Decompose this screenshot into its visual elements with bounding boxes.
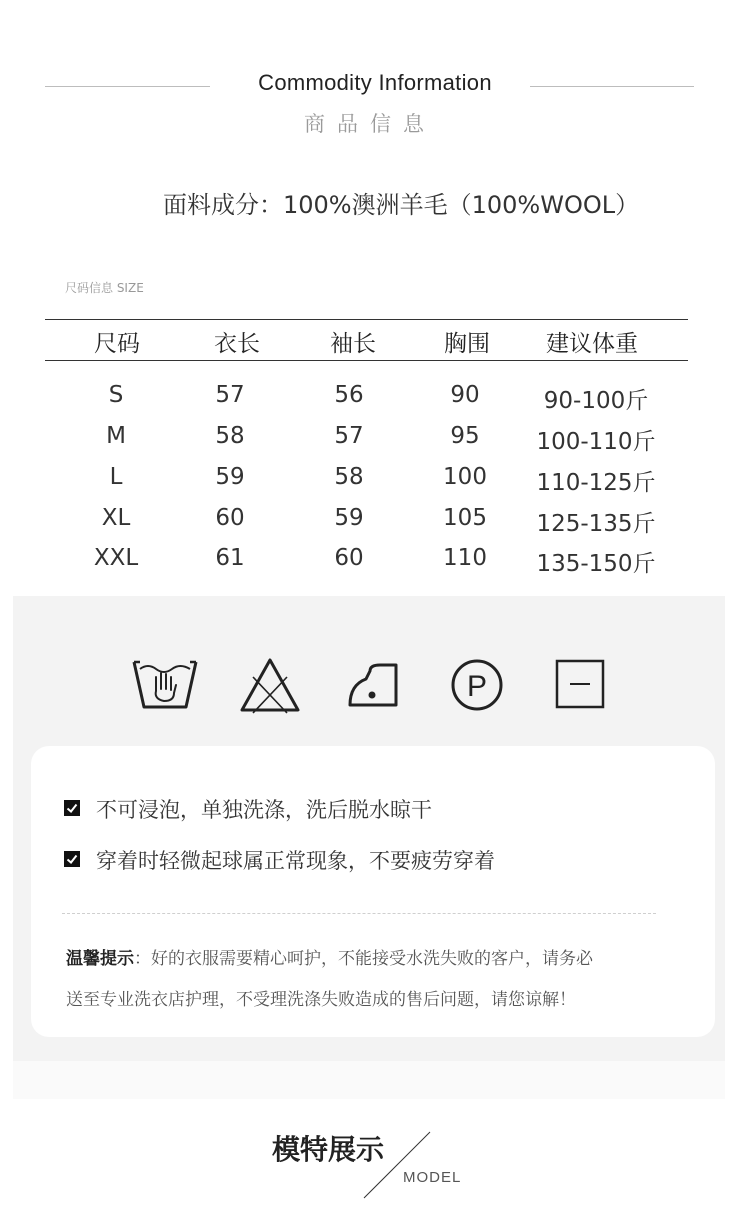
table-cell: 100	[443, 464, 487, 490]
table-cell: 110	[443, 545, 487, 571]
table-cell: 125-135斤	[536, 511, 656, 537]
do-not-bleach-icon	[235, 655, 305, 715]
slash-divider	[362, 1130, 434, 1200]
table-cell: 61	[215, 545, 245, 571]
fabric-composition: 面料成分：100%澳洲羊毛（100%WOOL）	[163, 191, 640, 219]
table-cell: 60	[334, 545, 364, 571]
table-cell: 95	[450, 423, 480, 449]
table-cell: S	[108, 382, 124, 408]
table-cell: 58	[215, 423, 245, 449]
table-cell: L	[109, 464, 123, 490]
section-subtitle: 商品信息	[304, 112, 436, 136]
table-cell: 59	[334, 505, 364, 531]
table-cell: 105	[443, 505, 487, 531]
care-note: 不可浸泡，单独洗涤，洗后脱水晾干	[96, 798, 432, 822]
table-cell: XL	[101, 505, 131, 531]
table-cell: 59	[215, 464, 245, 490]
column-header: 袖长	[330, 331, 376, 357]
checkbox-icon	[64, 800, 80, 816]
table-cell: 110-125斤	[536, 470, 656, 496]
table-cell: 56	[334, 382, 364, 408]
model-section-title: 模特展示	[272, 1133, 385, 1166]
table-top-rule	[45, 319, 688, 320]
model-section-subtitle: MODEL	[403, 1169, 462, 1186]
table-cell: 100-110斤	[536, 429, 656, 455]
iron-low-heat-icon	[340, 655, 410, 715]
column-header: 衣长	[214, 331, 260, 357]
column-header: 建议体重	[546, 331, 638, 357]
hand-wash-icon	[130, 655, 200, 715]
table-cell: 57	[215, 382, 245, 408]
table-cell: 90-100斤	[543, 388, 649, 414]
flat-dry-icon	[546, 655, 616, 715]
section-title: Commodity Information	[258, 70, 492, 95]
column-header: 胸围	[444, 331, 490, 357]
table-header-rule	[45, 360, 688, 361]
tip-label: 温馨提示	[66, 949, 134, 969]
dry-clean-p-letter: P	[466, 670, 488, 703]
checkbox-icon	[64, 851, 80, 867]
care-section-footer	[13, 1061, 725, 1099]
table-cell: M	[106, 423, 126, 449]
tip-line-2: 送至专业洗衣店护理，不受理洗涤失败造成的售后问题，请您谅解！	[66, 990, 576, 1010]
tip-line-1	[66, 944, 666, 969]
table-cell: XXL	[93, 545, 139, 571]
dry-clean-p-icon	[442, 655, 512, 715]
column-header: 尺码	[94, 331, 140, 357]
table-cell: 58	[334, 464, 364, 490]
care-note: 穿着时轻微起球属正常现象，不要疲劳穿着	[96, 849, 495, 873]
tip-text-1: ：好的衣服需要精心呵护，不能接受水洗失败的客户，请务必	[134, 949, 593, 969]
table-cell: 57	[334, 423, 364, 449]
divider	[62, 913, 656, 914]
table-cell: 60	[215, 505, 245, 531]
size-section-label: 尺码信息 SIZE	[65, 281, 144, 295]
table-cell: 90	[450, 382, 480, 408]
table-cell: 135-150斤	[536, 551, 656, 577]
